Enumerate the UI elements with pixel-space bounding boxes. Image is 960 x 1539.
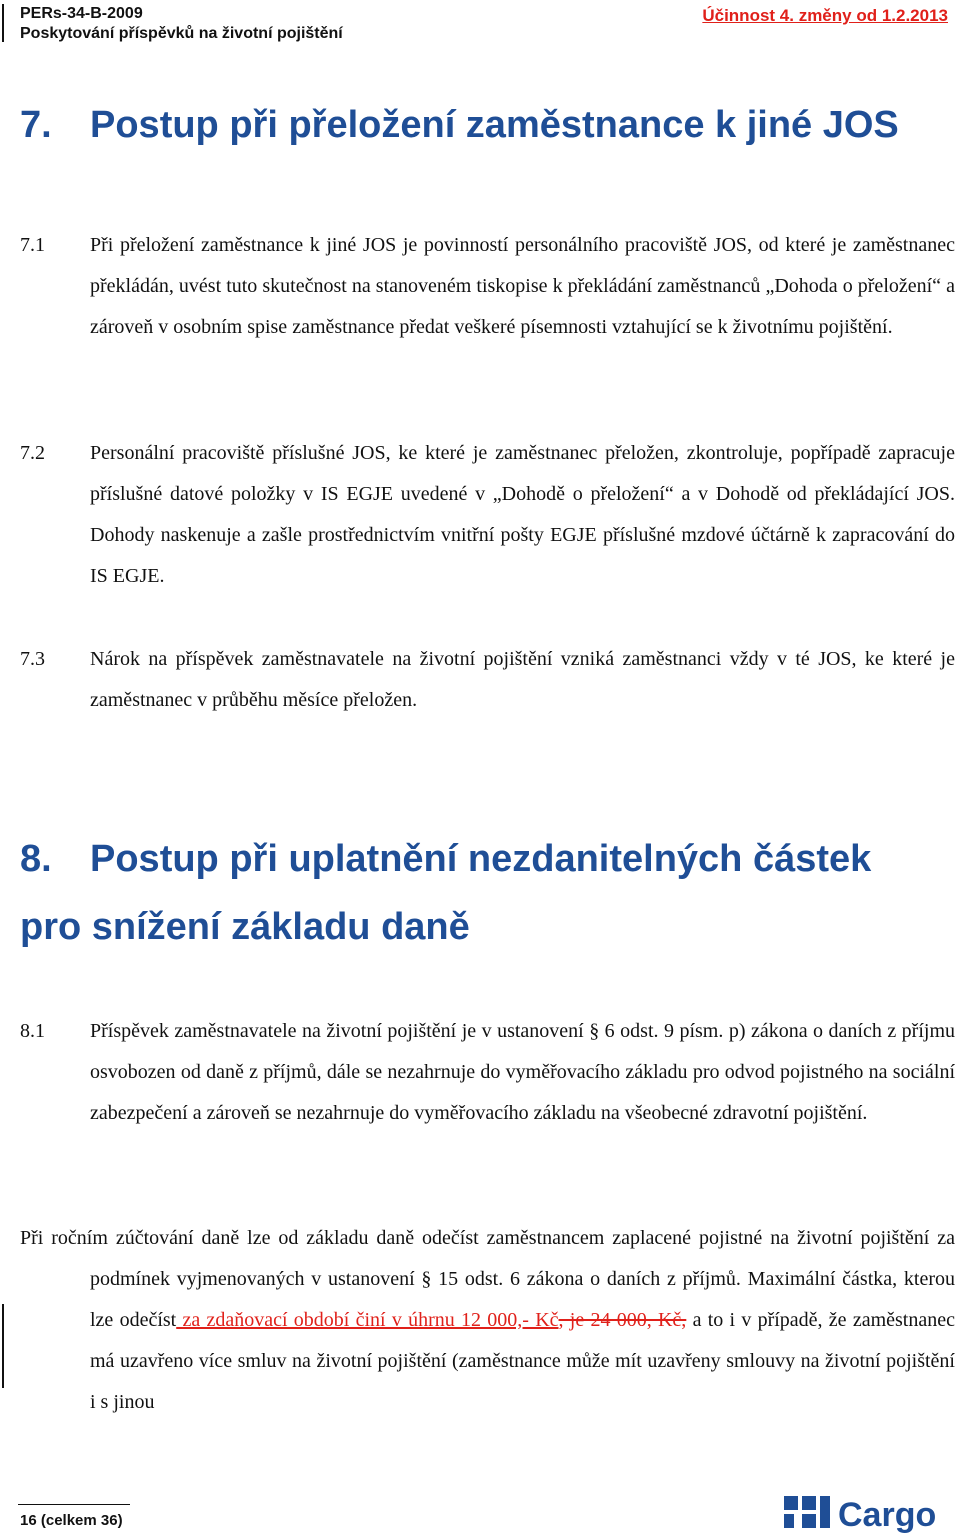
annual-text-part-1: Při ročním zúčtování daně lze od základu daně odečíst zaměstnancem zaplacené pojistné na životní pojištění za podmínek vyjmenovaných v ustanovení § 15 odst. 6 zákona o daních z příjmů. Maximální částka, kterou lze odečíst [20, 1227, 955, 1331]
cargo-logo [784, 1494, 956, 1534]
paragraph-annual-settlement [20, 1218, 955, 1423]
paragraph-text: Personální pracoviště příslušné JOS, ke které je zaměstnanec přeložen, zkontroluje, popřípadě zapracuje příslušné datové položky v IS EGJE uvedené v „Dohodě o přeložení“ a v Dohodě od překládající JOS. Dohody naskenuje a zašle prostřednictvím vnitřní pošty EGJE příslušné mzdové účtárně k zapracování do IS EGJE. [90, 442, 955, 587]
paragraph-text: Příspěvek zaměstnavatele na životní pojištění je v ustanovení § 6 odst. 9 písm. p) zákona o daních z příjmu osvobozen od daně z příjmů, dále se nezahrnuje do vyměřovacího základu pro odvod pojistného na sociální zabezpečení a zároveň se nezahrnuje do vyměřovacího základu na všeobecné zdravotní pojištění. [90, 1020, 955, 1124]
paragraph-number: 7.2 [20, 442, 45, 464]
deleted-revision-text: , je 24 000, Kč, [558, 1309, 687, 1331]
paragraph-7-2 [20, 433, 955, 597]
paragraph-text: Nárok na příspěvek zaměstnavatele na životní pojištění vzniká zaměstnanci vždy v té JOS, ke které je zaměstnanec v průběhu měsíce přeložen. [90, 648, 955, 711]
section-8-number: 8. [20, 838, 52, 880]
paragraph-text: Při přeložení zaměstnance k jiné JOS je povinností personálního pracoviště JOS, od které je zaměstnanec překládán, uvést tuto skutečnost na stanoveném tiskopise k překládání zaměstnanců „Dohoda o přeložení“ a zároveň v osobním spise zaměstnance předat veškeré písemnosti vztahující se k životnímu pojištění. [90, 234, 955, 338]
paragraph-number: 7.3 [20, 648, 45, 670]
section-7-heading [0, 104, 960, 148]
section-8-title-line-2: pro snížení základu daně [20, 906, 470, 948]
paragraph-number: 7.1 [20, 234, 45, 256]
section-7-title: Postup při přeložení zaměstnance k jiné JOS [90, 104, 899, 146]
footer-rule [18, 1504, 130, 1505]
annual-text-part-2: a to i v případě, že zaměstnanec má uzavřeno více smluv na životní pojištění (zaměstnance může mít uzavřeny smlouvy na životní pojištění i s jinou [90, 1309, 955, 1413]
section-8-title-line-1: Postup při uplatnění nezdanitelných částek [90, 838, 872, 880]
section-7-number: 7. [20, 104, 52, 146]
cargo-logo-text: Cargo [838, 1496, 937, 1534]
section-8-heading [0, 838, 960, 958]
paragraph-number: 8.1 [20, 1020, 45, 1042]
revision-bar-header [2, 4, 4, 42]
document-title: Poskytování příspěvků na životní pojištění [20, 25, 343, 42]
paragraph-8-1 [20, 1011, 955, 1134]
document-header [20, 4, 343, 44]
paragraph-7-3 [20, 639, 955, 721]
paragraph-7-1 [20, 225, 955, 348]
inserted-revision-text: za zdaňovací období činí v úhrnu 12 000,- Kč [176, 1309, 559, 1331]
document-code: PERs-34-B-2009 [20, 5, 143, 22]
page-number: 16 (celkem 36) [20, 1512, 123, 1529]
cargo-logo-mark-icon [784, 1494, 956, 1534]
revision-bar-annual [2, 1304, 4, 1388]
effective-date: Účinnost 4. změny od 1.2.2013 [702, 6, 948, 25]
